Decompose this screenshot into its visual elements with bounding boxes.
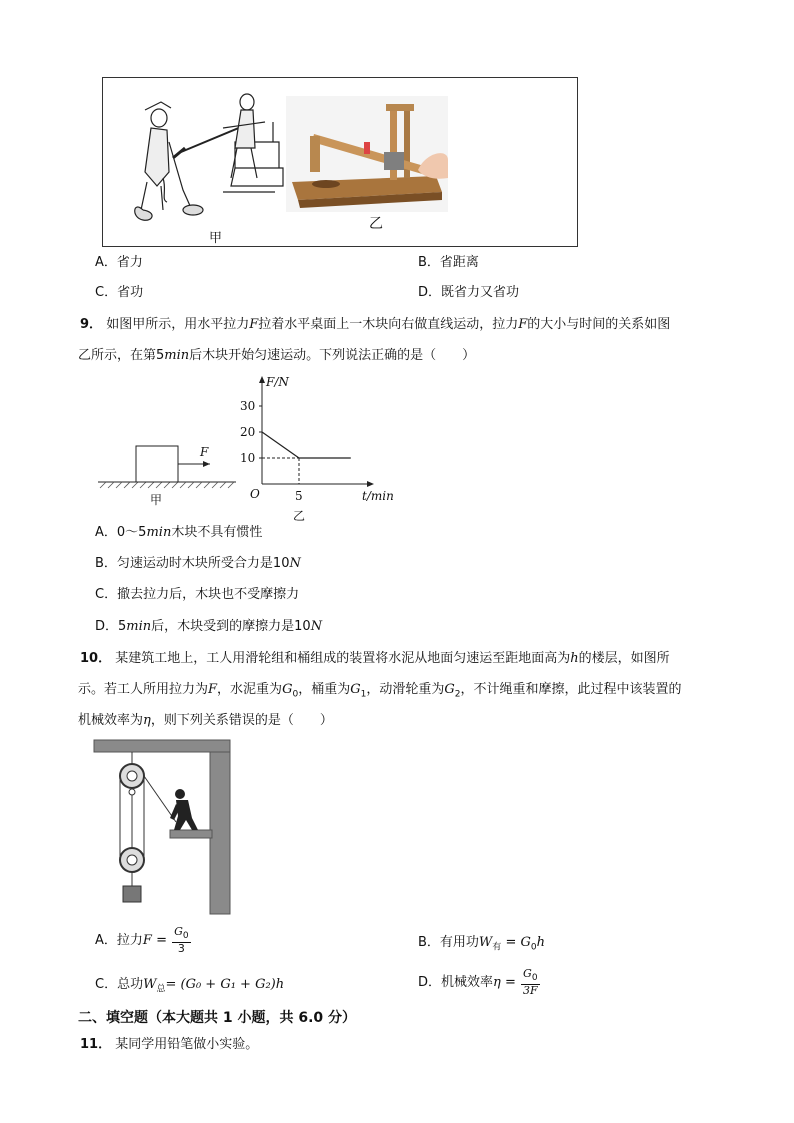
option-var-f: F (142, 933, 152, 949)
q8-figure-box (102, 77, 578, 247)
q10-sub: 1 (360, 689, 367, 700)
q10-number: 10． (80, 651, 112, 666)
option-prefix: D．5 (95, 619, 127, 634)
q9-stem-num: 5 (156, 348, 165, 363)
q10-stem-line2 (78, 681, 681, 704)
q9-var-f: F (249, 317, 259, 332)
q9-stem-text: 乙所示，在第 (78, 348, 157, 363)
option-unit: N (310, 619, 323, 634)
q9-var-f: F (518, 317, 528, 332)
q10-stem-text: 机械效率为 (78, 713, 144, 728)
q8-figure-jia-illustration (123, 82, 293, 246)
option-prefix: A．拉力 (95, 933, 143, 949)
option-expr: = (G₀ + G₁ + G₂) (165, 977, 276, 992)
section-title: 二、填空题（本大题共 1 小题，共 6.0 分） (78, 1010, 357, 1026)
q10-option-c[interactable] (95, 976, 284, 999)
q10-stem-line3 (78, 712, 333, 730)
x-tick-label: 5 (295, 489, 303, 503)
q9-option-d[interactable] (95, 618, 322, 636)
option-equals: = (500, 975, 520, 991)
option-var-w: W (478, 935, 493, 950)
q10-stem-text: 示。若工人所用拉力为 (78, 682, 209, 697)
option-prefix: B．有用功 (418, 935, 479, 950)
q8-option-a[interactable]: A．省力 (95, 255, 143, 270)
chart-label-yi: 乙 (293, 509, 306, 523)
wall (210, 752, 230, 914)
ground-hatching (100, 482, 234, 488)
y-axis-label: F/N (266, 375, 289, 389)
y-tick-label: 30 (240, 399, 256, 413)
q9-stem-unit: min (164, 348, 190, 363)
q8-figure-yi-photo (286, 96, 448, 232)
option-unit: N (289, 556, 301, 571)
option-equals: = (151, 933, 172, 949)
q9-option-a[interactable] (95, 524, 262, 542)
q10-var-g: G (282, 682, 293, 697)
option-var-h: h (275, 977, 285, 992)
option-sub: 有 (492, 942, 502, 953)
option-text: 木块不具有惯性 (171, 525, 263, 540)
q10-stem-text: ，水泥重为 (217, 682, 283, 697)
q9-figure-jia (96, 446, 246, 506)
q10-var-h: h (570, 651, 579, 666)
bucket (123, 886, 141, 902)
q11-number: 11． (80, 1037, 112, 1052)
option-text: 后，木块受到的摩擦力是10 (151, 619, 311, 634)
ceiling-beam (94, 740, 230, 752)
frac-den: 3 (177, 942, 185, 956)
x-axis-label: t/min (362, 489, 394, 503)
q9-option-b[interactable] (95, 555, 301, 573)
q10-var-g: G (444, 682, 455, 697)
q10-stem-text: ，桶重为 (298, 682, 351, 697)
q10-pulley-figure (92, 738, 242, 918)
option-var-eta: η (493, 975, 501, 991)
q10-option-a[interactable] (95, 926, 192, 955)
option-var-h: h (536, 935, 545, 950)
q10-stem-text: ，则下列关系错误的是（ ） (150, 713, 333, 728)
q8-label-jia: 甲 (209, 231, 223, 246)
option-text: B．匀速运动时木块所受合力是10 (95, 556, 290, 571)
q10-sub: 2 (454, 689, 461, 700)
q11-stem (80, 1036, 258, 1054)
q10-option-b[interactable] (418, 934, 545, 957)
q9-stem-line2 (78, 347, 475, 365)
q9-stem-line1 (80, 316, 670, 334)
worker-silhouette (170, 789, 198, 830)
wooden-block (136, 446, 178, 482)
option-var-g: G (520, 935, 531, 950)
q10-sub: 0 (292, 689, 299, 700)
y-tick-label: 10 (240, 451, 256, 465)
q9-number: 9． (80, 317, 103, 332)
option-prefix: D．机械效率 (418, 975, 494, 991)
force-label: F (200, 445, 209, 459)
option-prefix: A． (95, 525, 117, 540)
option-prefix: C．总功 (95, 977, 144, 992)
option-unit: min (146, 525, 172, 540)
option-sub: 总 (156, 984, 166, 995)
option-fraction (172, 926, 191, 955)
origin-label: O (250, 487, 260, 501)
q9-stem-text: 的大小与时间的关系如图 (527, 317, 671, 332)
q10-stem-line1 (80, 650, 670, 668)
figure-label-jia: 甲 (150, 493, 163, 507)
frac-num-sub: 0 (531, 973, 538, 984)
q8-option-d[interactable]: D．既省力又省功 (418, 285, 520, 300)
frac-num: G (523, 967, 532, 980)
q10-var-eta: η (143, 713, 151, 728)
q10-var-f: F (208, 682, 218, 697)
q9-option-c[interactable]: C．撤去拉力后，木块也不受摩擦力 (95, 587, 300, 602)
q8-label-yi: 乙 (369, 216, 383, 232)
frac-num-sub: 0 (182, 931, 189, 942)
y-tick-label: 20 (240, 425, 256, 439)
option-var-w: W (143, 977, 157, 992)
q11-text: 某同学用铅笔做小实验。 (115, 1037, 259, 1052)
q9-stem-text: 拉着水平桌面上一木块向右做直线运动，拉力 (258, 317, 519, 332)
option-sub: 0 (530, 942, 537, 953)
q10-stem-text: 的楼层，如图所 (578, 651, 670, 666)
q10-option-d[interactable] (418, 968, 541, 997)
option-equals: = (501, 935, 521, 950)
series-line (262, 432, 351, 458)
frac-den: 3F (522, 984, 538, 998)
q10-var-g: G (350, 682, 361, 697)
q9-stem-text: 后木块开始匀速运动。下列说法正确的是（ ） (189, 348, 476, 363)
q9-stem-text: 如图甲所示，用水平拉力 (106, 317, 250, 332)
q8-option-b[interactable]: B．省距离 (418, 255, 479, 270)
option-fraction (521, 968, 540, 997)
option-range: 0～5 (116, 525, 147, 540)
frac-num: G (174, 925, 183, 938)
option-unit: min (126, 619, 152, 634)
y-axis-arrow (259, 376, 265, 383)
q10-stem-text: ，动滑轮重为 (366, 682, 445, 697)
q8-option-c[interactable]: C．省功 (95, 285, 144, 300)
q10-stem-text: ，不计绳重和摩擦，此过程中该装置的 (460, 682, 682, 697)
x-axis-arrow (367, 481, 374, 487)
q10-stem-text: 某建筑工地上，工人用滑轮组和桶组成的装置将水泥从地面匀速运至距地面高为 (115, 651, 571, 666)
platform (170, 830, 212, 838)
q9-ft-chart (236, 372, 406, 522)
